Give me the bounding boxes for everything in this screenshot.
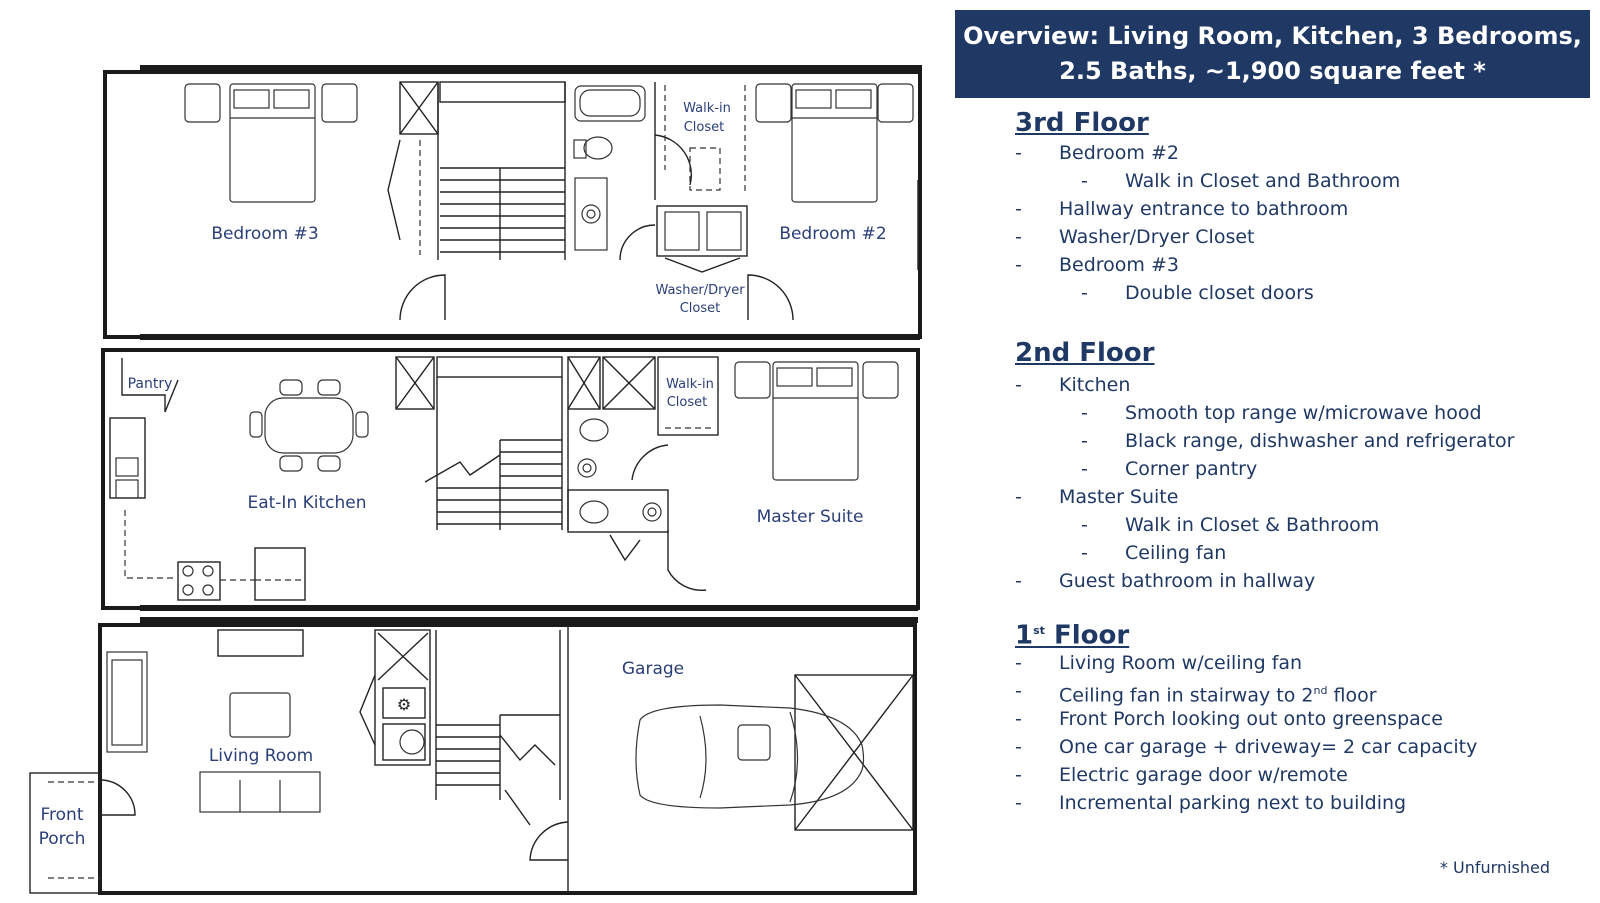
list-item-text: Double closet doors — [1125, 282, 1314, 304]
second-floor-plan — [103, 350, 918, 608]
overview-line-1: Overview: Living Room, Kitchen, 3 Bedrooms, — [963, 22, 1582, 50]
second-floor-heading: 2nd Floor — [1015, 338, 1155, 368]
list-item-text: Ceiling fan — [1125, 542, 1227, 564]
label-master-suite: Master Suite — [756, 507, 864, 527]
label-walkin-closet-a: Walk-in — [683, 101, 731, 116]
label-master-walkin-a: Walk-in — [666, 377, 714, 392]
bullet-dash: - — [1015, 486, 1022, 508]
list-item — [1015, 139, 1595, 167]
bullet-dash: - — [1081, 170, 1088, 192]
label-master-walkin-b: Closet — [666, 395, 708, 410]
third-floor-heading: 3rd Floor — [1015, 108, 1149, 138]
list-item-text: Ceiling fan in stairway to 2nd floor — [1059, 684, 1377, 707]
footnote-unfurnished: * Unfurnished — [1439, 858, 1550, 877]
list-item-text: Black range, dishwasher and refrigerator — [1125, 430, 1515, 452]
list-item-text: Walk in Closet & Bathroom — [1125, 514, 1380, 536]
second-floor-list — [1015, 371, 1595, 595]
label-pantry: Pantry — [127, 376, 173, 392]
label-living-room: Living Room — [208, 746, 314, 766]
list-item — [1015, 789, 1595, 817]
first-floor-plan — [30, 620, 918, 893]
list-item-text: Kitchen — [1059, 374, 1131, 396]
list-item — [1015, 567, 1595, 595]
list-item-text: Electric garage door w/remote — [1059, 764, 1348, 786]
label-garage: Garage — [621, 659, 685, 679]
bullet-dash: - — [1081, 402, 1088, 424]
label-washer-dryer-b: Closet — [679, 301, 721, 316]
overview-banner — [955, 10, 1590, 98]
bullet-dash: - — [1015, 792, 1022, 814]
water-heater-icon: ⚙ — [396, 695, 412, 714]
third-floor-list — [1015, 139, 1595, 307]
list-item — [1015, 251, 1595, 279]
bullet-dash: - — [1081, 542, 1088, 564]
list-item-text: Bedroom #3 — [1059, 254, 1179, 276]
list-item-text: Guest bathroom in hallway — [1059, 570, 1316, 592]
list-item — [1015, 371, 1595, 399]
bullet-dash: - — [1015, 680, 1022, 702]
list-item — [1015, 705, 1595, 733]
label-front-porch-b: Porch — [38, 829, 86, 849]
list-item — [1015, 677, 1595, 705]
list-item — [1015, 427, 1595, 455]
list-item-text: One car garage + driveway= 2 car capacity — [1059, 736, 1478, 758]
overview-line-2: 2.5 Baths, ~1,900 square feet * — [1059, 57, 1486, 85]
bullet-dash: - — [1081, 282, 1088, 304]
list-item-text: Washer/Dryer Closet — [1059, 226, 1255, 248]
list-item — [1015, 539, 1595, 567]
list-item — [1015, 167, 1595, 195]
bullet-dash: - — [1081, 430, 1088, 452]
third-floor-plan — [105, 68, 922, 337]
label-front-porch-a: Front — [40, 805, 84, 825]
bullet-dash: - — [1015, 652, 1022, 674]
list-item — [1015, 511, 1595, 539]
list-item — [1015, 649, 1595, 677]
bullet-dash: - — [1015, 570, 1022, 592]
list-item-text: Bedroom #2 — [1059, 142, 1179, 164]
bullet-dash: - — [1015, 142, 1022, 164]
label-eatin-kitchen: Eat-In Kitchen — [247, 493, 367, 513]
bullet-dash: - — [1015, 226, 1022, 248]
list-item-text: Front Porch looking out onto greenspace — [1059, 708, 1443, 730]
label-washer-dryer-a: Washer/Dryer — [655, 283, 745, 298]
list-item — [1015, 195, 1595, 223]
label-bedroom-2: Bedroom #2 — [779, 224, 887, 244]
bullet-dash: - — [1015, 736, 1022, 758]
list-item — [1015, 399, 1595, 427]
list-item — [1015, 761, 1595, 789]
first-floor-list — [1015, 649, 1595, 817]
list-item-text: Corner pantry — [1125, 458, 1258, 480]
list-item-text: Incremental parking next to building — [1059, 792, 1407, 814]
first-floor-heading: 1st Floor — [1015, 620, 1130, 651]
floor-notes — [1015, 105, 1595, 817]
bullet-dash: - — [1081, 514, 1088, 536]
bullet-dash: - — [1015, 198, 1022, 220]
list-item-text: Master Suite — [1059, 486, 1179, 508]
label-bedroom-3: Bedroom #3 — [211, 224, 319, 244]
bullet-dash: - — [1015, 708, 1022, 730]
list-item — [1015, 455, 1595, 483]
bullet-dash: - — [1015, 254, 1022, 276]
list-item-text: Living Room w/ceiling fan — [1059, 652, 1303, 674]
list-item — [1015, 483, 1595, 511]
list-item-text: Walk in Closet and Bathroom — [1125, 170, 1401, 192]
list-item-text: Hallway entrance to bathroom — [1059, 198, 1349, 220]
list-item — [1015, 279, 1595, 307]
list-item-text: Smooth top range w/microwave hood — [1125, 402, 1482, 424]
label-walkin-closet-b: Closet — [683, 120, 725, 135]
bullet-dash: - — [1015, 764, 1022, 786]
list-item — [1015, 733, 1595, 761]
bullet-dash: - — [1015, 374, 1022, 396]
bullet-dash: - — [1081, 458, 1088, 480]
list-item — [1015, 223, 1595, 251]
